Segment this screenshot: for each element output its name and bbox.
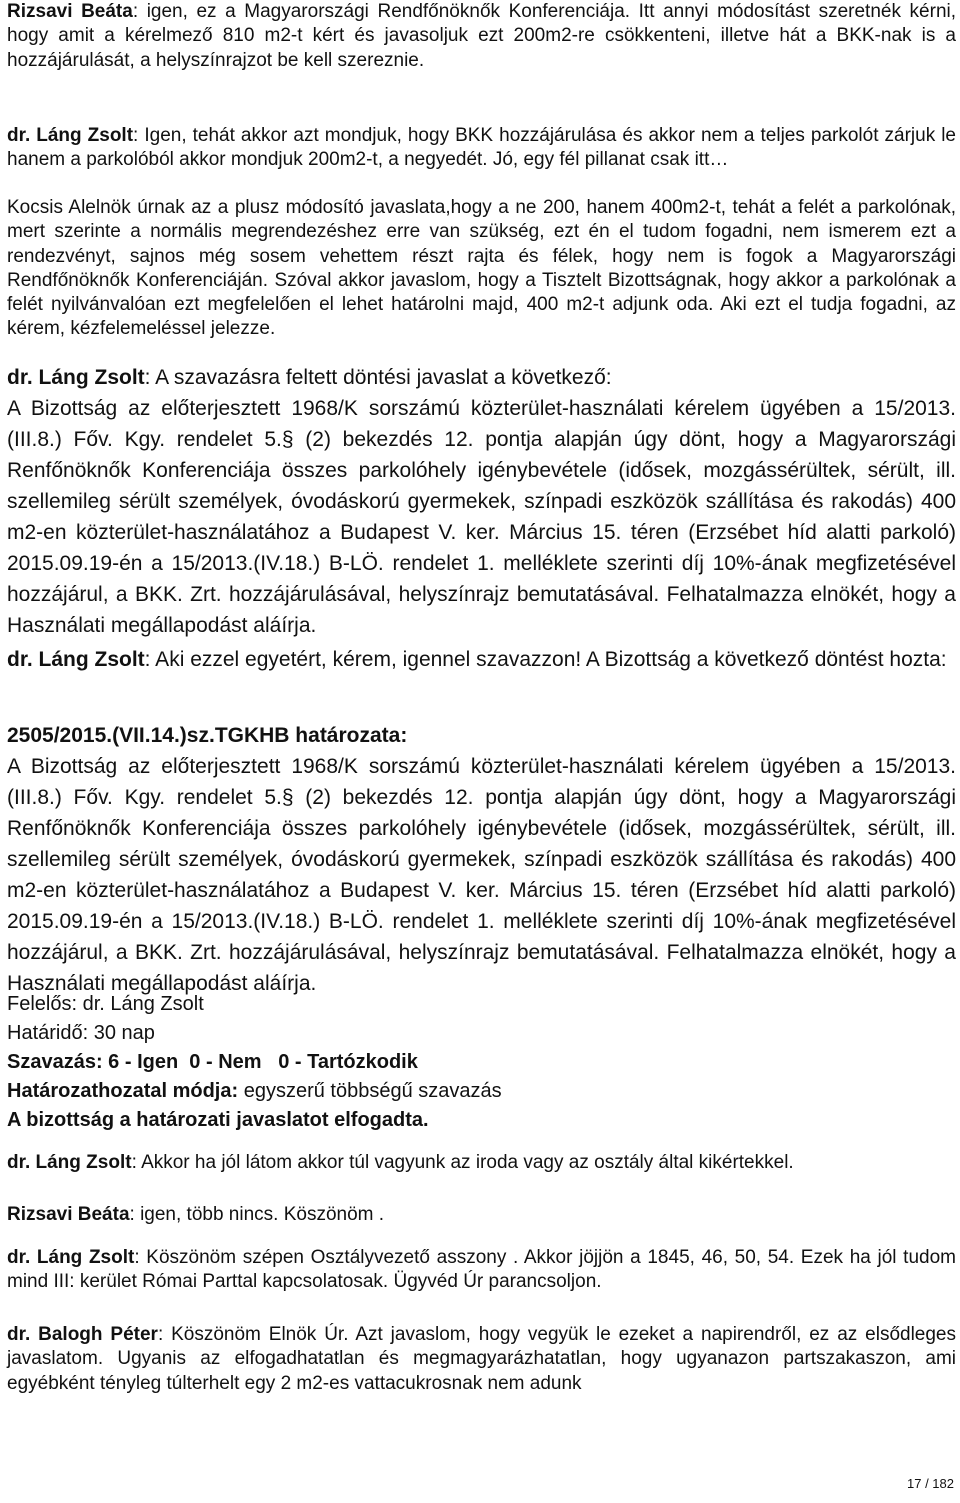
speaker-name: dr. Láng Zsolt (7, 125, 134, 146)
paragraph-lang-vote (7, 644, 956, 675)
paragraph-text: : Köszönöm szépen Osztályvezető asszony . Akkor jöjjön a 1845, 46, 50, 54. Ezek ha jól tudom mind III: kerület Római Parttal kapcsolatosak. Ügyvéd Úr parancsoljon. (7, 1247, 956, 1293)
speaker-name: dr. Láng Zsolt (7, 648, 145, 671)
paragraph-text: : Köszönöm Elnök Úr. Azt javaslom, hogy vegyük le ezeket a napirendről, ez az elsődleges javaslatom. Ugyanis az elfogadhatatlan és megmagyarázhatatlan, hogy ugyanazon partszakaszon, ami egyébként tényleg túlterhelt egy 2 m2-es vattacukrosnak nem adunk (7, 1324, 957, 1394)
speaker-name: Rizsavi Beáta (7, 1, 133, 22)
speaker-name: dr. Láng Zsolt (7, 366, 145, 389)
paragraph-lang-3 (7, 1246, 956, 1295)
paragraph-text: Kocsis Alelnök úrnak az a plusz módosító javaslata,hogy a ne 200, hanem 400m2-t, tehát a felét a parkolónak, mert szerinte a normális megrendezéshez erre van szükség, ezt én el tudom fogadni, nem ismerem ezt a rendezvényt, sajnos még sosem vehettem részt rajta és félek, hogy nem is fogok a Magyarországi Rendfőnöknők Konferenciáján. Szóval akkor javaslom, hogy a Tisztelt Bizottságnak, hogy akkor a parkolónak a felét nyilvánvalóan ezt megfelelően el lehet határolni majd, 400 m2-t adjunk oda. Aki ezt el tudja fogadni, az kérem, kézfelemeléssel jelezze. (7, 197, 956, 340)
paragraph-text: : Igen, tehát akkor azt mondjuk, hogy BKK hozzájárulása és akkor nem a teljes parkolót zárjuk le hanem a parkolóból akkor mondjuk 200m2-t, a negyedét. Jó, egy fél pillanat csak itt… (7, 125, 956, 171)
paragraph-text: : igen, ez a Magyarországi Rendfőnöknők Konferenciája. Itt annyi módosítást szeretnék kérni, hogy amit a kérelmező 810 m2-t kért és javasoljuk ezt 200m2-re csökkenteni, illetve hát a BKK-nak is a hozzájárulását, a helyszínrajzot be kell szereznie. (7, 1, 957, 71)
paragraph-balogh (7, 1323, 956, 1396)
deadline: Határidő: 30 nap (7, 1022, 155, 1044)
speaker-name: dr. Láng Zsolt (7, 1247, 135, 1268)
paragraph-text: : igen, több nincs. Köszönöm . (129, 1204, 385, 1225)
responsible: Felelős: dr. Láng Zsolt (7, 993, 204, 1015)
paragraph-text: : Akkor ha jól látom akkor túl vagyunk az iroda vagy az osztály által kikértekkel. (131, 1152, 794, 1173)
speaker-name: Rizsavi Beáta (7, 1204, 130, 1225)
acceptance-statement: A bizottság a határozati javaslatot elfogadta. (7, 1109, 429, 1131)
decision-method: Határozathozatal módja: egyszerű többségű szavazás (7, 1080, 502, 1102)
paragraph-text: : Aki ezzel egyetért, kérem, igennel szavazzon! A Bizottság a következő döntést hozta: (144, 648, 947, 671)
resolution-text: A Bizottság az előterjesztett 1968/K sorszámú közterület-használati kérelem ügyében a 15/2013.(III.8.) Főv. Kgy. rendelet 5.§ (2) bekezdés 12. pontja alapján úgy dönt, hogy a Magyarországi Renfőnöknők Konferenciája összes parkolóhely igénybevétele (idősek, mozgássérültek, sérült, ill. szellemileg sérült személyek, óvodáskorú gyermekek, színpadi eszközök szállítása és rakodás) 400 m2-en közterület-használatához a Budapest V. ker. Március 15. téren (Erzsébet híd alatti parkoló) 2015.09.19-én a 15/2013.(IV.18.) B-LÖ. rendelet 1. melléklete szerinti díj 10%-ának megfizetésével hozzájárul, a BKK. Zrt. hozzájárulásával, helyszínrajz bemutatásával. Felhatalmazza elnökét, hogy a Használati megállapodást aláírja. (7, 755, 956, 995)
paragraph-rizsavi-2 (7, 1203, 956, 1227)
paragraph-decision-proposal (7, 362, 956, 641)
paragraph-lang-1 (7, 124, 956, 173)
resolution-meta (7, 990, 956, 1135)
resolution-heading: 2505/2015.(VII.14.)sz.TGKHB határozata: (7, 724, 408, 747)
decision-text: A Bizottság az előterjesztett 1968/K sorszámú közterület-használati kérelem ügyében a 15/2013.(III.8.) Főv. Kgy. rendelet 5.§ (2) bekezdés 12. pontja alapján úgy dönt, hogy a Magyarországi Renfőnöknők Konferenciája összes parkolóhely igénybevétele (idősek, mozgássérültek, sérült, ill. szellemileg sérült személyek, óvodáskorú gyermekek, színpadi eszközök szállítása és rakodás) 400 m2-en közterület-használatához a Budapest V. ker. Március 15. téren (Erzsébet híd alatti parkoló) 2015.09.19-én a 15/2013.(IV.18.) B-LÖ. rendelet 1. melléklete szerinti díj 10%-ának megfizetésével hozzájárul, a BKK. Zrt. hozzájárulásával, helyszínrajz bemutatásával. Felhatalmazza elnökét, hogy a Használati megállapodást aláírja. (7, 397, 956, 637)
speaker-name: dr. Láng Zsolt (7, 1152, 132, 1173)
paragraph-kocsis-proposal (7, 196, 956, 342)
paragraph-lang-2 (7, 1151, 956, 1175)
speaker-name: dr. Balogh Péter (7, 1324, 158, 1345)
vote-result: Szavazás: 6 - Igen 0 - Nem 0 - Tartózkodik (7, 1051, 418, 1073)
page-number: 17 / 182 (907, 1476, 954, 1491)
paragraph-rizsavi-1 (7, 0, 956, 73)
resolution-block (7, 720, 956, 999)
decision-intro: dr. Láng Zsolt: A szavazásra feltett döntési javaslat a következő: (7, 366, 612, 389)
